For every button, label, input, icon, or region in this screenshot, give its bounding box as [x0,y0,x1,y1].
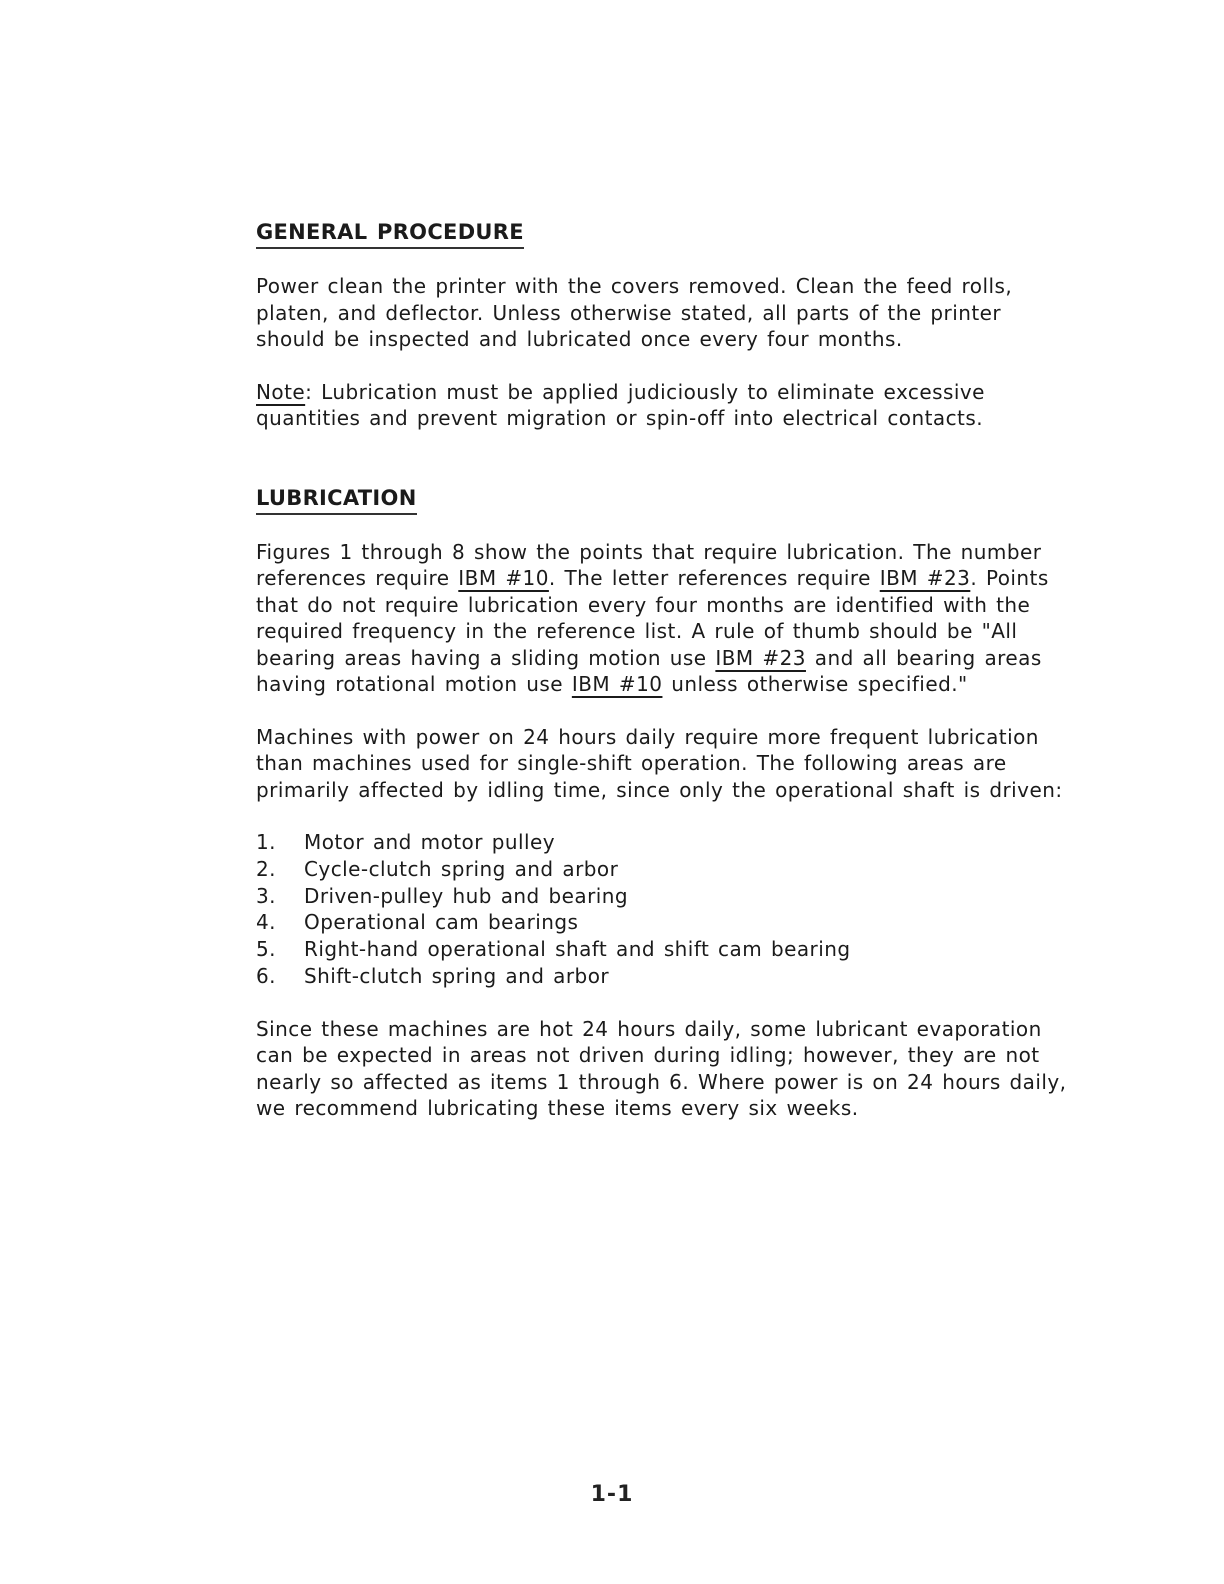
evaporation-paragraph [256,1016,1067,1122]
list-item [256,829,1046,856]
text-line: required frequency in the reference list. A rule of thumb should be "All [256,619,1018,643]
list-number: 1. [256,830,276,854]
lubricant-reference: IBM #10 [571,672,663,696]
section-heading-general-procedure: GENERAL PROCEDURE [256,218,524,249]
note-label: Note [256,379,306,404]
lubricant-reference: IBM #10 [458,566,549,590]
general-procedure-paragraph [256,273,1046,353]
affected-areas-list [256,829,1046,990]
list-text: Operational cam bearings [304,910,579,935]
text-line: Machines with power on 24 hours daily require more frequent lubrication [256,724,1039,749]
lubricant-reference: IBM #23 [715,645,806,670]
note-text: : Lubrication must be applied judiciously to eliminate excessive [305,379,985,404]
text-line: bearing areas having a sliding motion use IBM #23 and all bearing areas [256,645,1042,670]
text-line: we recommend lubricating these items every six weeks. [256,1096,859,1121]
text-line: should be inspected and lubricated once every four months. [256,327,903,351]
list-number: 2. [256,856,276,881]
text-line: than machines used for single-shift operation. The following areas are [256,751,1007,775]
list-item [256,883,1046,910]
lubrication-paragraph [256,539,1049,698]
list-text: Right-hand operational shaft and shift cam bearing [304,937,851,962]
list-number: 5. [256,937,276,962]
list-text: Cycle-clutch spring and arbor [304,856,619,881]
list-text: Shift-clutch spring and arbor [304,963,610,988]
list-item [256,909,1046,936]
list-number: 6. [256,963,276,988]
list-text: Motor and motor pulley [304,830,556,854]
text-line: having rotational motion use IBM #10 unless otherwise specified." [256,672,968,696]
text-line: can be expected in areas not driven during idling; however, they are not [256,1043,1040,1068]
page-content [256,218,1067,1122]
list-text: Driven-pulley hub and bearing [304,883,629,908]
note-paragraph [256,379,1046,432]
text-line: platen, and deflector. Unless otherwise stated, all parts of the printer [256,300,1002,325]
list-number: 3. [256,883,276,908]
list-item [256,963,1046,990]
text-line: that do not require lubrication every four months are identified with the [256,592,1031,617]
text-line [256,379,1046,406]
list-item [256,856,1046,883]
list-number: 4. [256,910,276,935]
power-paragraph [256,724,1063,804]
text-line: primarily affected by idling time, since only the operational shaft is driven: [256,777,1063,802]
page-number: 1-1 [590,1482,634,1507]
text-line: Since these machines are hot 24 hours daily, some lubricant evaporation [256,1016,1042,1041]
text-line: Power clean the printer with the covers removed. Clean the feed rolls, [256,274,1013,298]
section-heading-lubrication: LUBRICATION [256,484,417,515]
list-item [256,936,1046,963]
lubricant-reference: IBM #23 [879,566,971,590]
text-line: quantities and prevent migration or spin-off into electrical contacts. [256,406,984,430]
text-line: nearly so affected as items 1 through 6. Where power is on 24 hours daily, [256,1069,1067,1094]
text-line: Figures 1 through 8 show the points that require lubrication. The number [256,539,1042,564]
text-line: references require IBM #10. The letter references require IBM #23. Points [256,566,1049,590]
